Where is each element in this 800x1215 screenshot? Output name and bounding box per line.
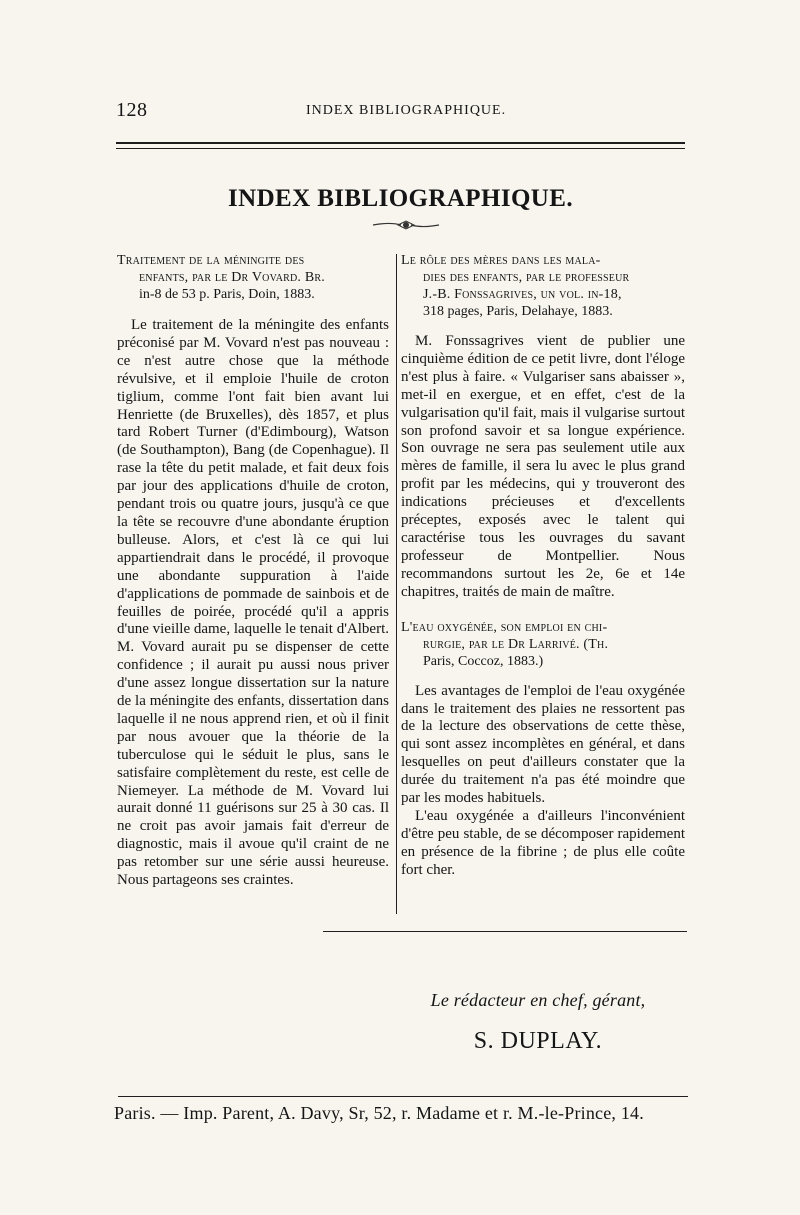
right-column	[401, 252, 685, 880]
section-title: INDEX BIBLIOGRAPHIQUE.	[228, 184, 573, 212]
right-entry-two-paragraph-2: L'eau oxygénée a d'ailleurs l'inconvénient d'être peu stable, de se décomposer rapidement en présence de la fibrine ; de plus elle coûte fort cher.	[401, 807, 685, 878]
right-entry-two-line-3: Paris, Coccoz, 1883.)	[423, 653, 544, 669]
right-entry-one-heading	[401, 252, 685, 320]
page-number: 128	[116, 99, 148, 121]
right-entry-two-paragraph-1: Les avantages de l'emploi de l'eau oxygénée dans le traitement des plaies ne ressortent pas de la lecture des observations de cette thèse, qui sont assez incomplètes en général, et dans lesquelles on peut d'ailleurs constater que la durée du traitement n'a pas été moindre que par les modes habituels.	[401, 682, 685, 807]
left-entry-heading-line-1: Traitement de la méningite des	[117, 253, 305, 268]
left-entry-heading-line-3: in-8 de 53 p. Paris, Doin, 1883.	[139, 287, 315, 302]
right-entry-two-heading	[401, 619, 685, 670]
header-rule-thin	[116, 148, 685, 149]
running-title: INDEX BIBLIOGRAPHIQUE.	[306, 103, 507, 118]
right-entry-one-line-1: Le rôle des mères dans les mala-	[401, 253, 601, 268]
left-entry-heading-line-2: enfants, par le Dr Vovard. Br.	[139, 270, 325, 285]
left-entry-heading	[117, 252, 389, 303]
header-rule-thick	[116, 142, 685, 144]
right-entry-one-line-2: dies des enfants, par le professeur	[423, 270, 630, 285]
closing-rule	[323, 931, 687, 932]
right-entry-one-line-3: J.-B. Fonssagrives, un vol. in-18,	[423, 287, 622, 302]
printer-imprint: Paris. — Imp. Parent, A. Davy, Sr, 52, r. Madame et r. M.-le-Prince, 14.	[114, 1103, 644, 1123]
right-entry-two	[401, 619, 685, 880]
left-column	[117, 252, 389, 890]
right-entry-two-line-2: rurgie, par le Dr Larrivé. (Th.	[423, 636, 609, 652]
right-entry-two-line-1: L'eau oxygénée, son emploi en chi-	[401, 619, 608, 635]
printer-rule	[118, 1096, 688, 1097]
column-divider	[396, 254, 397, 914]
editor-signature-role: Le rédacteur en chef, gérant,	[430, 990, 646, 1010]
right-entry-one-line-4: 318 pages, Paris, Delahaye, 1883.	[423, 304, 613, 319]
editor-signature-name: S. DUPLAY.	[473, 1028, 603, 1054]
right-entry-one-paragraph: M. Fonssagrives vient de publier une cinquième édition de ce petit livre, dont l'éloge n'est plus à faire. « Vulgariser sans abaisser », met-il en exergue, et en effet, c'est de la vulgarisation qu'il fait, mais il vulgarise surtout son profond savoir et sa longue expérience. Son ouvrage ne sera pas seulement utile aux mères de famille, il sera lu avec le plus grand profit par les médecins, qui y trouveront des indications précieuses et d'excellents préceptes, exposés avec le talent qui caractérise tous les ouvrages du savant professeur de Montpellier. Nous recommandons surtout les 2e, 6e et 14e chapitres, traités de main de maître.	[401, 333, 685, 600]
ornament-divider-icon	[371, 218, 441, 232]
running-header	[116, 99, 696, 123]
left-review-paragraph: Le traitement de la méningite des enfants préconisé par M. Vovard n'est pas nouveau : ce n'est autre chose que la méthode révulsive, et il emploie l'huile de croton tiglium, comme l'ont fait bien avant lui Henriette (de Bruxelles), dès 1857, et plus tard Robert Turner (d'Edimbourg), Watson (de Southampton), Bang (de Copenhague). Il rase la tête du petit malade, et fait deux fois par jour des applications d'huile de croton, pendant trois ou quatre jours, jusqu'à ce que la tête se recouvre d'une abondante éruption bulleuse. Alors, et c'est là ce qui lui appartiendrait dans le procédé, il provoque une abondante suppuration à l'aide d'applications de pommade de sainbois et de feuilles de poirée, procédé qu'il a appris d'une vieille dame, laquelle le tenait d'Albert. M. Vovard aurait pu se dispenser de cette confidence ; il aurait pu aussi nous priver d'une assez longue dissertation sur la nature de la méningite des enfants, dissertation dans laquelle il ne nous apprend rien, et où il finit par nous avouer que la théorie de la tuberculose qui le séduit le plus, sans le satisfaire complètement du reste, est celle de Niemeyer. La méthode de M. Vovard lui aurait donné 11 guérisons sur 25 à 30 cas. Il ne croit pas avoir jamais fait d'erreur de diagnostic, mais il avoue qu'il craint de ne pas retomber sur une série aussi heureuse. Nous partageons ses craintes.	[117, 317, 389, 889]
